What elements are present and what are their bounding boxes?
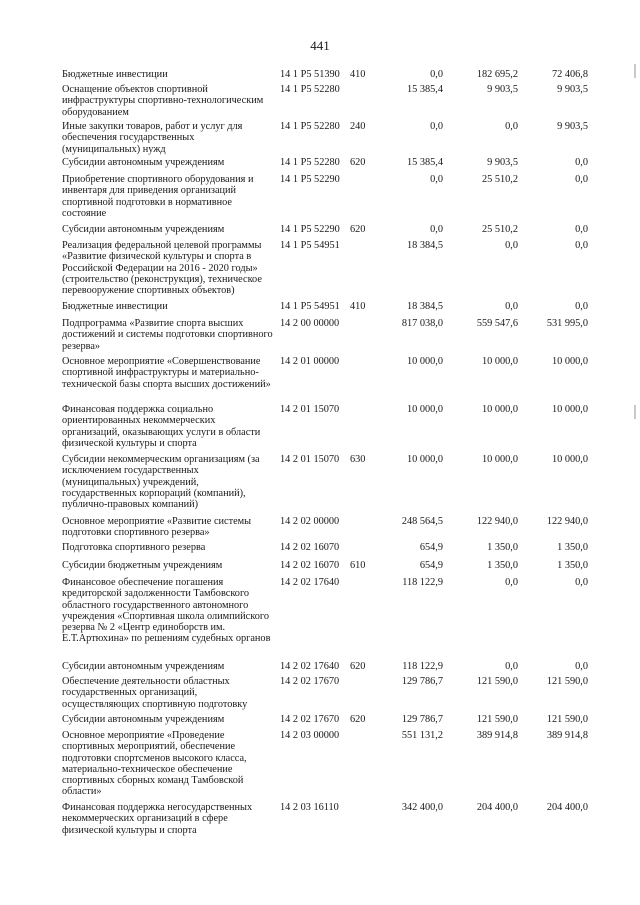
row-value-2: 122 940,0 [476,516,518,527]
row-name: Иные закупки товаров, работ и услуг для обеспечения государственных (муниципальных) нужд [62,121,243,155]
row-code: 14 2 02 00000 [280,516,340,527]
row-name: Финансовое обеспечение погашения кредиторской задолженности Тамбовского областного государственного автономного учреждения «Спортивная школа олимпийского резерва № 2 «Центр единоборств им. Е.Т.Артюхина» по решениям судебных органов [62,577,271,645]
row-value-1: 0,0 [430,69,443,80]
row-vr: 620 [350,157,366,168]
row-value-1: 342 400,0 [401,802,443,813]
row-value-1: 18 384,5 [406,301,443,312]
row-vr: 410 [350,69,366,80]
row-value-3: 0,0 [575,174,588,185]
row-value-3: 9 903,5 [557,121,588,132]
row-value-3: 9 903,5 [557,84,588,95]
row-value-2: 389 914,8 [476,730,518,741]
row-value-3: 10 000,0 [551,356,588,367]
row-code: 14 2 00 00000 [280,318,340,329]
row-name: Бюджетные инвестиции [62,69,168,80]
row-value-1: 817 038,0 [401,318,443,329]
row-value-2: 204 400,0 [476,802,518,813]
row-vr: 630 [350,454,366,465]
row-code: 14 1 P5 52280 [280,84,340,95]
row-value-1: 654,9 [419,542,443,553]
row-value-3: 121 590,0 [546,714,588,725]
row-code: 14 1 P5 52280 [280,157,340,168]
row-code: 14 1 P5 52280 [280,121,340,132]
row-value-1: 15 385,4 [406,84,443,95]
row-value-1: 10 000,0 [406,454,443,465]
row-value-2: 25 510,2 [481,174,518,185]
row-code: 14 2 01 15070 [280,454,340,465]
row-name: Субсидии автономным учреждениям [62,714,225,725]
row-name: Приобретение спортивного оборудования и инвентаря для приведения организаций спортивной подготовки в нормативное состояние [62,174,254,219]
page-number: 441 [310,38,330,53]
row-value-1: 15 385,4 [406,157,443,168]
row-vr: 410 [350,301,366,312]
row-value-1: 0,0 [430,121,443,132]
row-value-2: 10 000,0 [481,454,518,465]
row-name: Финансовая поддержка социально ориентированных некоммерческих организаций, оказывающих услуги в области физической культуры и спорта [62,404,261,449]
row-name: Субсидии бюджетным учреждениям [62,560,223,571]
row-value-3: 0,0 [575,157,588,168]
row-value-2: 1 350,0 [487,560,518,571]
row-value-1: 10 000,0 [406,356,443,367]
row-value-2: 559 547,6 [476,318,518,329]
row-value-3: 1 350,0 [557,560,588,571]
row-name: Основное мероприятие «Развитие системы подготовки спортивного резерва» [62,516,252,539]
row-value-1: 129 786,7 [401,714,443,725]
row-name: Субсидии автономным учреждениям [62,224,225,235]
row-value-2: 182 695,2 [476,69,518,80]
row-code: 14 2 03 00000 [280,730,340,741]
row-value-3: 0,0 [575,577,588,588]
row-value-1: 118 122,9 [402,661,443,672]
row-value-1: 0,0 [430,224,443,235]
row-vr: 240 [350,121,366,132]
row-name: Субсидии автономным учреждениям [62,661,225,672]
row-code: 14 2 02 17670 [280,714,340,725]
row-code: 14 1 P5 54951 [280,240,340,251]
row-value-2: 9 903,5 [487,84,518,95]
row-value-1: 10 000,0 [406,404,443,415]
row-code: 14 1 P5 52290 [280,224,340,235]
row-vr: 620 [350,714,366,725]
row-value-1: 118 122,9 [402,577,443,588]
row-name: Финансовая поддержка негосударственных некоммерческих организаций в сфере физической культуры и спорта [62,802,253,836]
row-code: 14 1 P5 54951 [280,301,340,312]
row-value-3: 121 590,0 [546,676,588,687]
row-code: 14 2 01 00000 [280,356,340,367]
scan-edge-mark [634,64,636,78]
row-code: 14 2 02 17670 [280,676,340,687]
row-value-3: 0,0 [575,240,588,251]
row-value-3: 10 000,0 [551,404,588,415]
row-value-2: 10 000,0 [481,404,518,415]
row-value-2: 0,0 [505,121,518,132]
row-value-2: 121 590,0 [476,714,518,725]
row-code: 14 2 03 16110 [280,802,339,813]
row-value-3: 0,0 [575,661,588,672]
row-value-2: 10 000,0 [481,356,518,367]
scan-edge-mark [634,405,636,419]
row-value-1: 18 384,5 [406,240,443,251]
row-value-3: 10 000,0 [551,454,588,465]
row-name: Субсидии некоммерческим организациям (за исключением государственных (муниципальных) учреждений, государственных корпораций (компаний), публично-правовых компаний) [62,454,260,511]
row-code: 14 2 02 17640 [280,577,340,588]
row-value-3: 0,0 [575,224,588,235]
row-name: Реализация федеральной целевой программы «Развитие физической культуры и спорта в Российской Федерации на 2016 - 2020 годы» (строительство (реконструкция), техническое перевооружение спортивных объектов) [62,240,262,297]
row-value-1: 248 564,5 [401,516,443,527]
row-name: Основное мероприятие «Совершенствование спортивной инфраструктуры и материально-технической базы спорта высших достижений» [62,356,271,390]
row-value-1: 0,0 [430,174,443,185]
row-value-2: 25 510,2 [481,224,518,235]
row-value-3: 531 995,0 [546,318,588,329]
row-value-2: 0,0 [505,240,518,251]
row-value-2: 1 350,0 [487,542,518,553]
row-code: 14 2 02 17640 [280,661,340,672]
row-value-3: 0,0 [575,301,588,312]
row-name: Обеспечение деятельности областных государственных организаций, осуществляющих спортивную подготовку [62,676,248,710]
row-value-3: 72 406,8 [551,69,588,80]
row-value-2: 0,0 [505,301,518,312]
row-name: Оснащение объектов спортивной инфраструктуры спортивно-технологическим оборудованием [62,84,264,118]
row-value-3: 1 350,0 [557,542,588,553]
row-value-2: 9 903,5 [487,157,518,168]
row-code: 14 1 P5 52290 [280,174,340,185]
row-name: Бюджетные инвестиции [62,301,168,312]
row-code: 14 1 P5 51390 [280,69,340,80]
row-value-1: 551 131,2 [401,730,443,741]
row-value-2: 0,0 [505,661,518,672]
row-value-1: 129 786,7 [401,676,443,687]
row-name: Основное мероприятие «Проведение спортивных мероприятий, обеспечение подготовки спортсменов высокого класса, материально-техническое обеспечение спортивных сборных команд Тамбовской области» [62,730,247,798]
row-name: Субсидии автономным учреждениям [62,157,225,168]
row-value-1: 654,9 [419,560,443,571]
row-vr: 620 [350,661,366,672]
row-name: Подготовка спортивного резерва [62,542,206,553]
row-value-2: 0,0 [505,577,518,588]
row-value-3: 122 940,0 [546,516,588,527]
row-code: 14 2 01 15070 [280,404,340,415]
row-vr: 610 [350,560,366,571]
row-name: Подпрограмма «Развитие спорта высших достижений и системы подготовки спортивного резерва» [62,318,273,352]
row-code: 14 2 02 16070 [280,542,340,553]
row-value-2: 121 590,0 [476,676,518,687]
row-value-3: 204 400,0 [546,802,588,813]
row-code: 14 2 02 16070 [280,560,340,571]
row-vr: 620 [350,224,366,235]
row-value-3: 389 914,8 [546,730,588,741]
